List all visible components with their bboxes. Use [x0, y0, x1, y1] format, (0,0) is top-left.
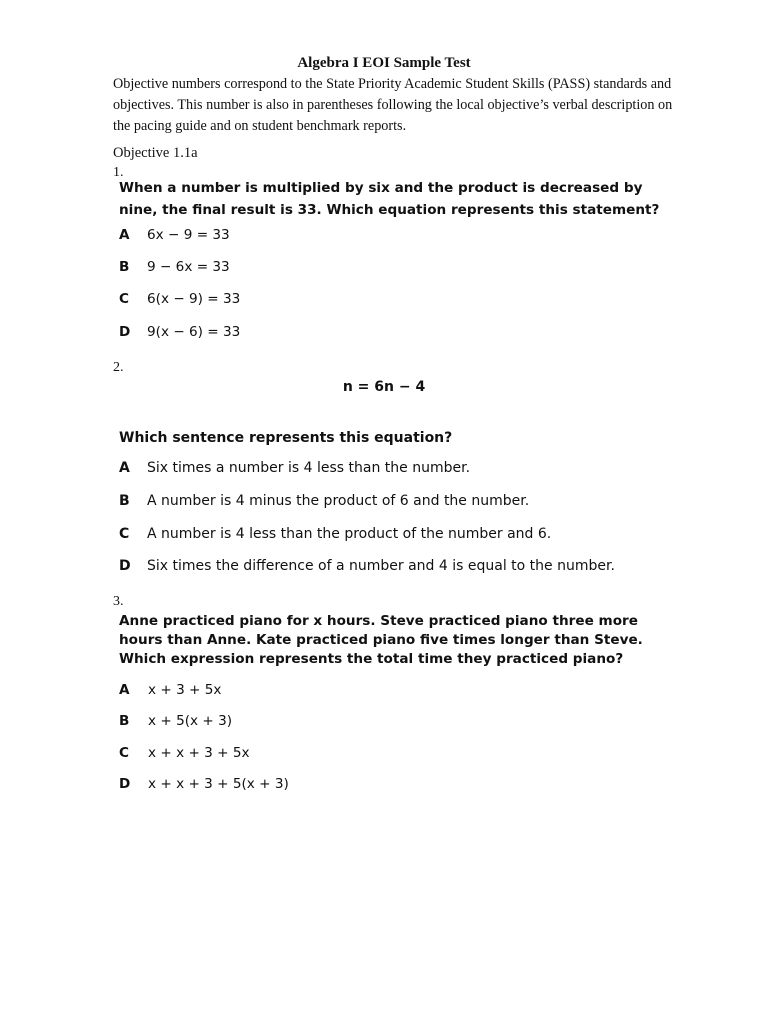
option-letter: B	[119, 259, 130, 275]
question-2-option-b	[119, 493, 529, 509]
question-2-option-c	[119, 526, 551, 542]
question-1-number: 1.	[113, 165, 124, 180]
option-text: A number is 4 less than the product of the number and 6.	[147, 526, 552, 542]
question-3-option-c	[119, 745, 250, 761]
option-text: x + 3 + 5x	[148, 682, 222, 698]
option-text: Six times the difference of a number and 4 is equal to the number.	[147, 558, 615, 574]
question-3-stem: Anne practiced piano for x hours. Steve practiced piano three more hours than Anne. Kate practiced piano five times longer than Steve. Which expression represents the total time they practiced piano?	[119, 613, 643, 667]
question-2-number: 2.	[113, 360, 124, 375]
question-1-option-a	[119, 227, 230, 243]
question-2-stem: Which sentence represents this equation?	[119, 430, 453, 446]
option-text: x + 5(x + 3)	[148, 713, 233, 729]
question-1-stem: When a number is multiplied by six and the product is decreased by nine, the final result is 33. Which equation represents this statement?	[119, 180, 660, 218]
option-text: 6(x − 9) = 33	[147, 291, 241, 307]
objective-heading: Objective 1.1a	[113, 145, 198, 161]
question-3-option-d	[119, 776, 289, 792]
question-2-option-a	[119, 460, 470, 476]
option-text: Six times a number is 4 less than the number.	[147, 460, 471, 476]
question-2-option-d	[119, 558, 615, 574]
option-letter: D	[119, 558, 131, 574]
question-1-option-d	[119, 324, 240, 340]
option-letter: B	[119, 493, 130, 509]
option-text: 9(x − 6) = 33	[147, 324, 241, 340]
question-3-option-b	[119, 713, 232, 729]
question-1-option-c	[119, 291, 240, 307]
option-letter: B	[119, 713, 130, 729]
option-letter: C	[119, 526, 130, 542]
option-text: 6x − 9 = 33	[147, 227, 230, 243]
question-2-equation: n = 6n − 4	[342, 379, 426, 395]
option-letter: C	[119, 745, 129, 761]
option-letter: D	[119, 324, 131, 340]
option-letter: D	[119, 776, 131, 792]
page-title: Algebra I EOI Sample Test	[297, 55, 471, 71]
option-text: x + x + 3 + 5(x + 3)	[148, 776, 289, 792]
question-3-number: 3.	[113, 594, 124, 609]
option-text: A number is 4 minus the product of 6 and the number.	[147, 493, 530, 509]
option-letter: C	[119, 291, 129, 307]
option-text: 9 − 6x = 33	[147, 259, 230, 275]
intro-paragraph: Objective numbers correspond to the State Priority Academic Student Skills (PASS) standards and objectives. This number is also in parentheses following the local objective’s verbal description on the pacing guide and on student benchmark reports.	[113, 76, 673, 134]
option-letter: A	[119, 460, 130, 476]
question-3-option-a	[119, 682, 221, 698]
option-text: x + x + 3 + 5x	[148, 745, 250, 761]
question-1-option-b	[119, 259, 230, 275]
option-letter: A	[119, 682, 130, 698]
option-letter: A	[119, 227, 130, 243]
